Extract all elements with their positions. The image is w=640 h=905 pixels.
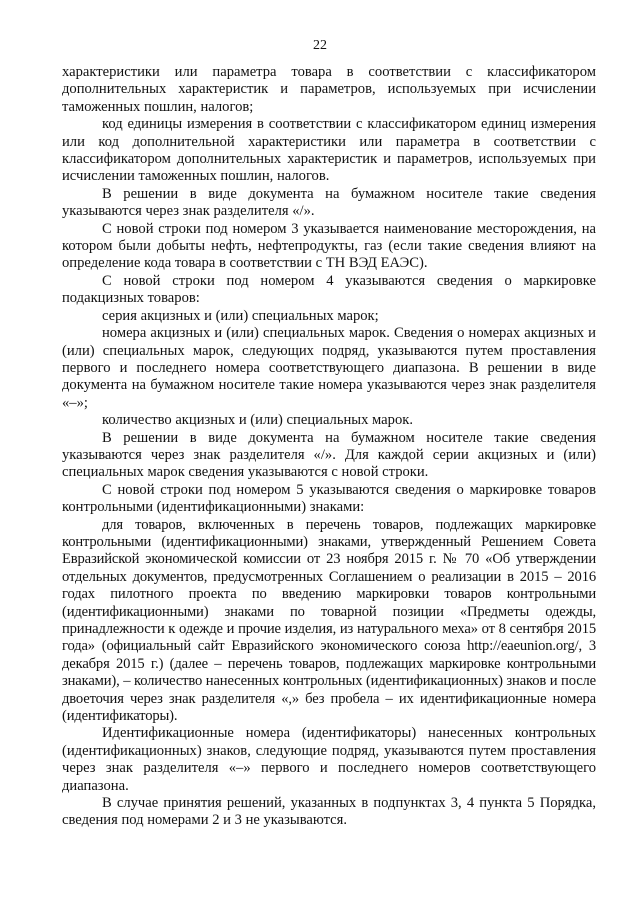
paragraph-9: В решении в виде документа на бумажном носителе такие сведения указываются через знак разделителя «/». Для каждой серии акцизных и (или) специальных марок сведения указываются с новой строки. [62, 429, 596, 481]
page-number: 22 [313, 38, 327, 53]
paragraph-3: В решении в виде документа на бумажном носителе такие сведения указываются через знак разделителя «/». [62, 185, 596, 220]
paragraph-12: Идентификационные номера (идентификаторы) нанесенных контрольных (идентификационных) знаков, следующие подряд, указываются путем проставления через знак разделителя «–» первого и последнего номеров соответствующего диапазона. [62, 725, 596, 794]
paragraph-2: код единицы измерения в соответствии с классификатором единиц измерения или код дополнительной характеристики или параметра в соответствии с классификатором дополнительных характеристик и параметров, используемых при исчислении таможенных пошлин, налогов. [62, 116, 596, 185]
document-body [62, 64, 596, 830]
paragraph-1: характеристики или параметра товара в соответствии с классификатором дополнительных характеристик и параметров, используемых при исчислении таможенных пошлин, налогов; [62, 64, 596, 115]
paragraph-5: С новой строки под номером 4 указываются сведения о маркировке подакцизных товаров: [62, 272, 596, 307]
paragraph-10: С новой строки под номером 5 указываются сведения о маркировке товаров контрольными (идентификационными) знаками: [62, 481, 596, 516]
paragraph-7: номера акцизных и (или) специальных марок. Сведения о номерах акцизных и (или) специальных марок, следующих подряд, указываются путем проставления первого и последнего номера соответствующего диапазона. В решении в виде документа на бумажном носителе такие номера указываются через знак разделителя «–»; [62, 325, 596, 411]
paragraph-6: серия акцизных и (или) специальных марок; [102, 307, 379, 324]
paragraph-13: В случае принятия решений, указанных в подпунктах 3, 4 пункта 5 Порядка, сведения под номерами 2 и 3 не указываются. [62, 795, 596, 829]
paragraph-11: для товаров, включенных в перечень товаров, подлежащих маркировке контрольными (идентификационными) знаками, утвержденный Решением Совета Евразийской экономической комиссии от 23 ноября 2015 г. № 70 «Об утверждении отдельных документов, предусмотренных Соглашением о реализации в 2015 – 2016 годах пилотного проекта по введению маркировки товаров контрольными (идентификационными) знаками по товарной позиции «Предметы одежды, принадлежности к одежде и прочие изделия, из натурального меха» от 8 сентября 2015 года» (официальный сайт Евразийского экономического союза http://eaeunion.org/, 3 декабря 2015 г.) (далее – перечень товаров, подлежащих маркировке контрольными знаками), – количество нанесенных контрольных (идентификационных) знаков и после двоеточия через знак разделителя «,» без пробела – их идентификационные номера (идентификаторы). [62, 516, 596, 725]
paragraph-4: С новой строки под номером 3 указывается наименование месторождения, на котором были добыты нефть, нефтепродукты, газ (если такие сведения влияют на определение кода товара в соответствии с ТН ВЭД ЕАЭС). [62, 220, 596, 272]
paragraph-8: количество акцизных и (или) специальных марок. [102, 412, 413, 429]
